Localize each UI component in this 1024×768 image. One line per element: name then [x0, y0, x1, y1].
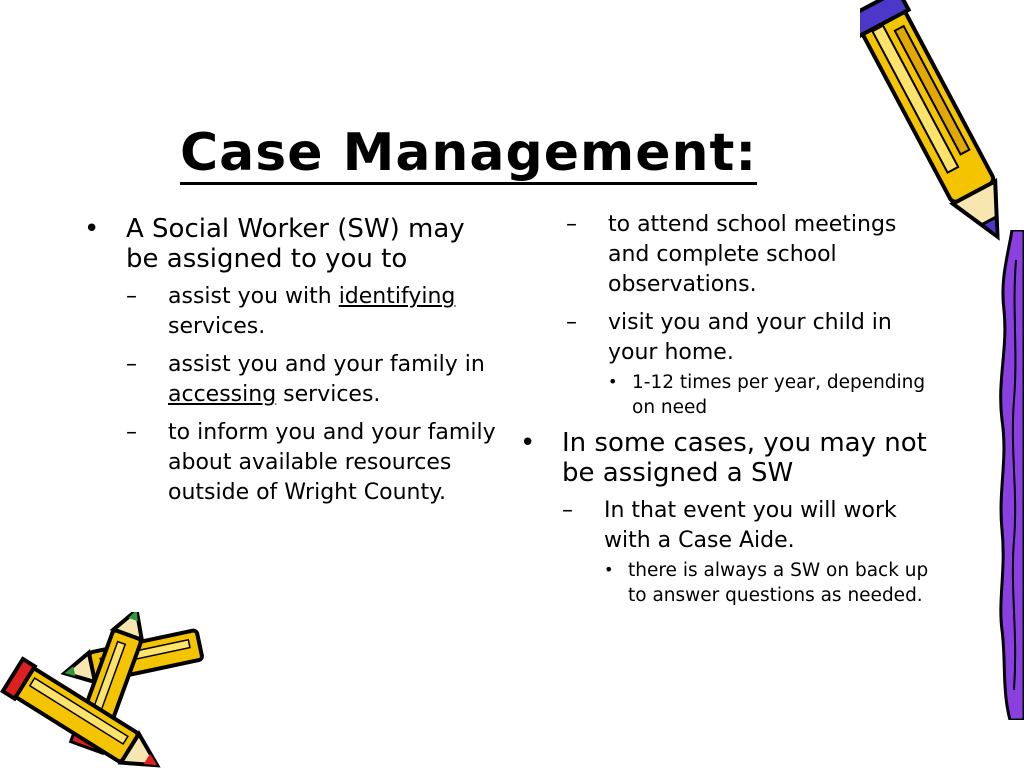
right-item-2 — [566, 308, 930, 420]
right-item-1-text: to attend school meetings and complete school observations. — [608, 212, 897, 297]
small-bullet: • — [608, 372, 618, 391]
slide-title: Case Management: — [180, 123, 758, 183]
right-column — [520, 210, 930, 608]
dash-bullet: – — [126, 284, 137, 309]
left-item-2-underlined: accessing — [168, 382, 277, 407]
left-item-2-text: assist you and your family in — [168, 352, 485, 377]
dash-bullet: – — [566, 310, 577, 335]
right-sub-a-text: 1-12 times per year, depending on need — [632, 372, 926, 418]
bullet-main-b-text: In some cases, you may not be assigned a SW — [562, 428, 927, 488]
right-item-b-text: In that event you will work with a Case Aide. — [604, 498, 897, 553]
bullet-main-b — [520, 428, 930, 608]
left-column — [84, 208, 504, 508]
pencil-right-edge-icon — [972, 230, 1024, 720]
dash-bullet: – — [126, 352, 137, 377]
pencils-bottom-left-icon — [0, 612, 210, 768]
pencil-top-right-icon — [860, 0, 1020, 245]
left-item-1-end: services. — [168, 314, 266, 339]
left-item-1-text: assist you with — [168, 284, 339, 309]
bullet-main-a-text: A Social Worker (SW) may be assigned to you to — [126, 214, 465, 274]
right-item-b — [562, 496, 930, 608]
right-sub-b — [604, 558, 930, 608]
dash-bullet: – — [566, 212, 577, 237]
left-item-3 — [126, 418, 504, 508]
right-item-2-text: visit you and your child in your home. — [608, 310, 892, 365]
right-sub-a — [608, 370, 930, 420]
left-item-2 — [126, 350, 504, 410]
small-bullet: • — [604, 560, 614, 579]
dash-bullet: – — [562, 498, 573, 523]
left-item-3-text: to inform you and your family about available resources outside of Wright County. — [168, 420, 496, 505]
left-item-1 — [126, 282, 504, 342]
dash-bullet: – — [126, 420, 137, 445]
bullet-dot: • — [520, 428, 536, 458]
bullet-main-a — [84, 214, 504, 508]
left-item-1-underlined: identifying — [338, 284, 456, 309]
left-item-2-end: services. — [276, 382, 381, 407]
right-sub-b-text: there is always a SW on back up to answer questions as needed. — [628, 560, 929, 606]
bullet-dot: • — [84, 214, 100, 244]
